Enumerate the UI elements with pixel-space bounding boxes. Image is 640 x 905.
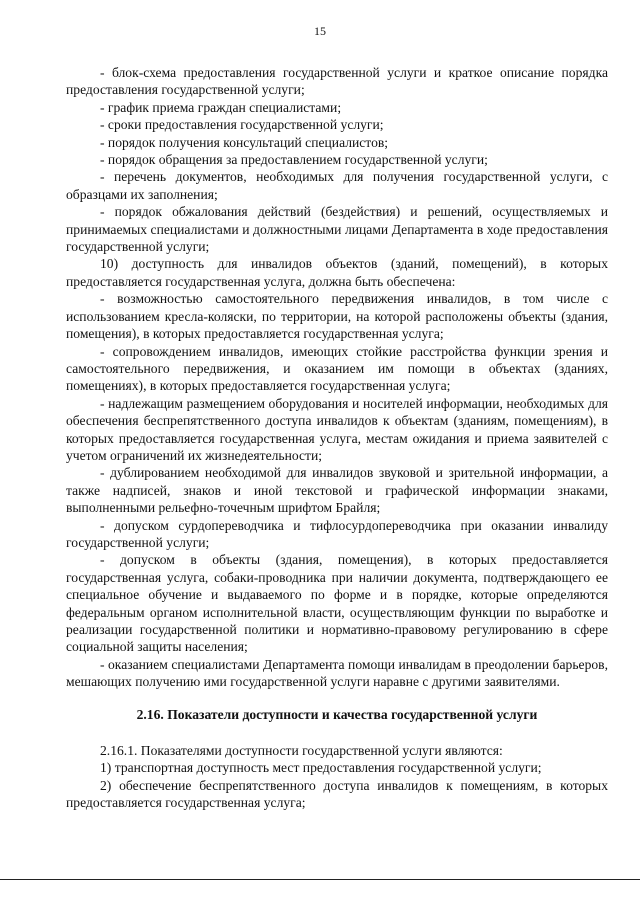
paragraph: - надлежащим размещением оборудования и носителей информации, необходимых для обеспечения беспрепятственного доступа инвалидов к объектам (зданиям, помещениям), в которых предоставляется государственная услуга, местам ожидания и приема заявителей с учетом ограничений их жизнедеятельности;	[66, 395, 608, 463]
paragraph: 1) транспортная доступность мест предоставления государственной услуги;	[100, 760, 542, 776]
paragraph: 10) доступность для инвалидов объектов (зданий, помещений), в которых предоставляется государственная услуга, должна быть обеспечена:	[66, 256, 608, 289]
paragraph: 2) обеспечение беспрепятственного доступа инвалидов к помещениям, в которых предоставляется государственная услуга;	[66, 777, 608, 811]
paragraph: 2.16.1. Показателями доступности государственной услуги являются:	[100, 743, 503, 759]
paragraph: - допуском в объекты (здания, помещения), в которых предоставляется государственная услуга, собаки-проводника при наличии документа, подтверждающего ее специальное обучение и выдаваемого по форме и в порядке, которые определяются федеральным органом исполнительной власти, осуществляющим функции по выработке и реализации государственной политики и нормативно-правовому регулированию в сфере социальной защиты населения;	[66, 552, 608, 655]
section-heading: 2.16. Показатели доступности и качества государственной услуги	[136, 706, 538, 722]
paragraph: - оказанием специалистами Департамента помощи инвалидам в преодолении барьеров, мешающих получению ими государственной услуги наравне с другими заявителями.	[66, 656, 608, 690]
paragraph: - сопровождением инвалидов, имеющих стойкие расстройства функции зрения и самостоятельного передвижения, и оказанием им помощи в объектах (зданиях, помещениях), в которых предоставляется государственная услуга;	[66, 343, 608, 394]
paragraph: - допуском сурдопереводчика и тифлосурдопереводчика при оказании инвалиду государственной услуги;	[66, 517, 608, 550]
paragraph: - порядок обжалования действий (бездействия) и решений, осуществляемых и принимаемых специалистами и должностными лицами Департамента в ходе предоставления государственной услуги;	[66, 204, 608, 255]
paragraph: - сроки предоставления государственной услуги;	[100, 117, 384, 133]
paragraph: - график приема граждан специалистами;	[100, 99, 342, 115]
paragraph: - порядок обращения за предоставлением государственной услуги;	[100, 152, 488, 168]
paragraph: - блок-схема предоставления государственной услуги и краткое описание порядка предоставления государственной услуги;	[66, 65, 608, 98]
paragraph: - возможностью самостоятельного передвижения инвалидов, в том числе с использованием кресла-коляски, по территории, на которой расположены объекты (здания, помещения), в которых предоставляется государственная услуга;	[66, 291, 608, 342]
paragraph: - перечень документов, необходимых для получения государственной услуги, с образцами их заполнения;	[66, 169, 608, 202]
paragraph: - порядок получения консультаций специалистов;	[100, 134, 389, 150]
page-bottom-rule	[0, 879, 640, 880]
page-number: 15	[314, 24, 326, 38]
page-body	[66, 64, 608, 812]
paragraph: - дублированием необходимой для инвалидов звуковой и зрительной информации, а также надписей, знаков и иной текстовой и графической информации знаками, выполненными рельефно-точечным шрифтом Брайля;	[66, 465, 608, 516]
